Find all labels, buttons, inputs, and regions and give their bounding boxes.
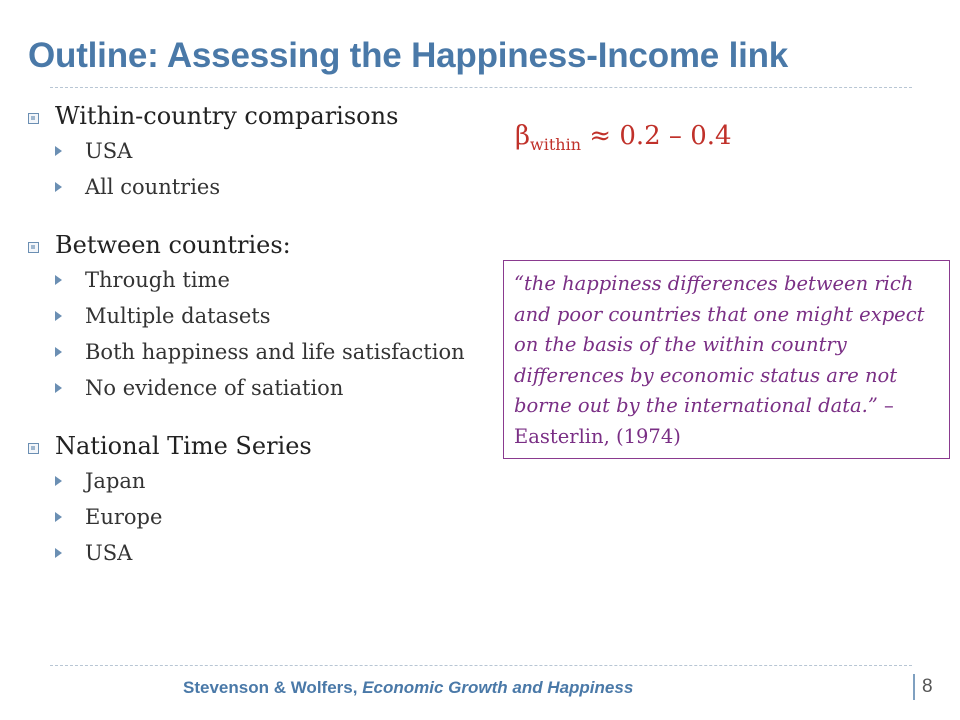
square-bullet-icon	[28, 242, 39, 253]
slide-title: Outline: Assessing the Happiness-Income link	[28, 36, 789, 75]
arrow-bullet-icon	[55, 548, 62, 558]
square-bullet-icon	[28, 113, 39, 124]
top-divider	[50, 87, 912, 88]
list-item: Multiple datasets	[28, 298, 508, 334]
list-item: Through time	[28, 262, 508, 298]
list-item: Both happiness and life satisfaction	[28, 334, 508, 370]
outline-list	[28, 100, 508, 571]
slide-footer: Stevenson & Wolfers, Economic Growth and Happiness	[183, 678, 634, 697]
arrow-bullet-icon	[55, 275, 62, 285]
section-heading: Within-country comparisons	[28, 100, 508, 133]
arrow-bullet-icon	[55, 347, 62, 357]
easterlin-quote-box	[503, 260, 950, 459]
list-item: USA	[28, 535, 508, 571]
quote-text: “the happiness differences between rich and poor countries that one might expect on the basis of the within country differences by economic status are not borne out by the international data.”	[514, 272, 925, 417]
quote-attribution: – Easterlin, (1974)	[514, 394, 894, 448]
list-item: Japan	[28, 463, 508, 499]
arrow-bullet-icon	[55, 512, 62, 522]
list-item: No evidence of satiation	[28, 370, 508, 406]
square-bullet-icon	[28, 443, 39, 454]
section-heading: National Time Series	[28, 430, 508, 463]
arrow-bullet-icon	[55, 146, 62, 156]
arrow-bullet-icon	[55, 182, 62, 192]
page-number: 8	[922, 676, 933, 697]
list-item: Europe	[28, 499, 508, 535]
arrow-bullet-icon	[55, 476, 62, 486]
arrow-bullet-icon	[55, 311, 62, 321]
bottom-divider	[50, 665, 912, 666]
page-number-divider	[913, 674, 915, 700]
section-heading: Between countries:	[28, 229, 508, 262]
arrow-bullet-icon	[55, 383, 62, 393]
beta-estimate: $\beta_{within} \approx 0.2 - 0.4$	[515, 121, 732, 154]
list-item: USA	[28, 133, 508, 169]
list-item: All countries	[28, 169, 508, 205]
